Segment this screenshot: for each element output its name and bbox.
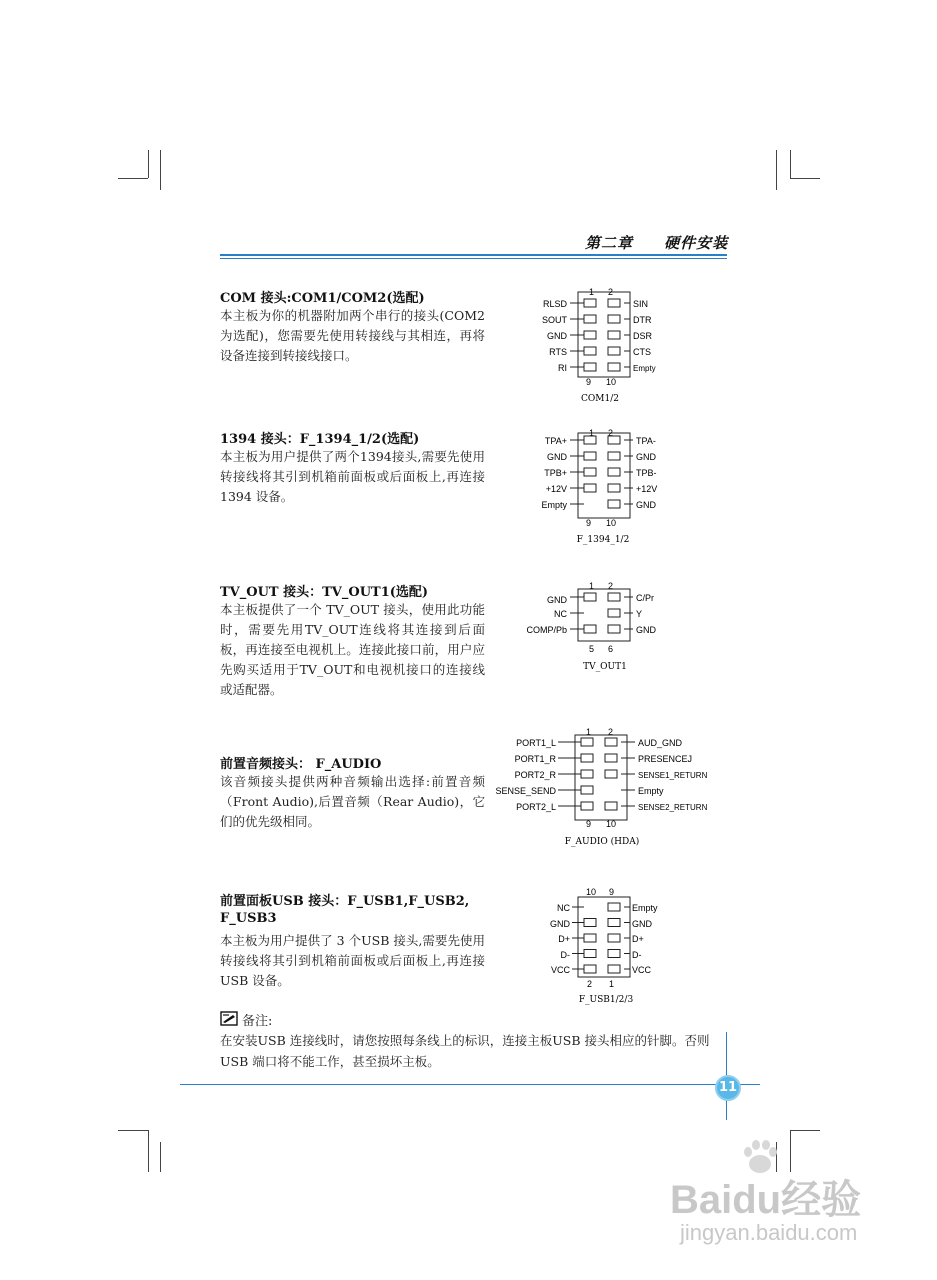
pin-label: GND bbox=[547, 452, 567, 462]
pin-box bbox=[584, 593, 596, 601]
crop-mark bbox=[790, 1130, 820, 1131]
pin-label: DTR bbox=[633, 315, 652, 325]
pin-box bbox=[605, 802, 617, 810]
pin-label: NC bbox=[554, 609, 567, 619]
pin-label: PORT2_R bbox=[514, 770, 556, 780]
pin-box bbox=[605, 738, 617, 746]
section-body-tvout: 本主板提供了一个 TV_OUT 接头，使用此功能时，需要先用TV_OUT连线将其连接到后面板，再连接至电视机上。连接此接口前，用户应先购买适用于TV_OUT和电视机接口的连接线或适配器。 bbox=[220, 602, 485, 697]
pin-label: +12V bbox=[545, 484, 567, 494]
section-body-com: 本主板为你的机器附加两个串行的接头(COM2 为选配)，您需要先使用转接线与其相连，再将设备连接到转接线接口。 bbox=[220, 308, 485, 363]
crop-mark bbox=[148, 1130, 149, 1172]
pin-box bbox=[608, 609, 620, 617]
pin-box bbox=[584, 950, 596, 958]
pin-label: GND bbox=[632, 919, 652, 929]
crop-mark bbox=[148, 150, 149, 178]
section-title-com: COM 接头:COM1/COM2(选配) bbox=[220, 291, 425, 306]
pin-label: CTS bbox=[633, 347, 651, 357]
pin-label: GND bbox=[547, 595, 567, 605]
pin-label: NC bbox=[557, 903, 570, 913]
pin-box bbox=[584, 315, 596, 323]
top-number: 1 bbox=[589, 428, 595, 438]
note-label: 备注: bbox=[242, 1014, 273, 1029]
pin-box bbox=[608, 950, 620, 958]
pin-box bbox=[608, 919, 620, 927]
pin-label: AUD_GND bbox=[638, 738, 683, 748]
pin-label: GND bbox=[636, 625, 656, 635]
page-number: 11 bbox=[715, 1075, 741, 1101]
pin-box bbox=[608, 484, 620, 492]
pin-label: RI bbox=[558, 363, 567, 373]
pin-box bbox=[581, 738, 593, 746]
note-icon bbox=[220, 1011, 238, 1026]
pin-box bbox=[584, 484, 596, 492]
com-header-diagram bbox=[520, 282, 680, 407]
pin-label: TPB- bbox=[636, 468, 657, 478]
pin-box bbox=[605, 770, 617, 778]
bottom-number: 2 bbox=[587, 979, 593, 989]
chapter-title: 硬件安装 bbox=[664, 234, 729, 252]
pin-grid bbox=[570, 589, 633, 641]
pin-label: RTS bbox=[549, 347, 567, 357]
bottom-number: 5 bbox=[589, 644, 595, 654]
crop-mark bbox=[776, 150, 777, 190]
bottom-number: 6 bbox=[608, 644, 614, 654]
pin-grid bbox=[570, 433, 633, 518]
section-body-audio: 该音频接头提供两种音频输出选择:前置音频（Front Audio),后置音频（Rear Audio)，它们的优先级相同。 bbox=[220, 774, 485, 829]
pin-label: D+ bbox=[632, 934, 644, 944]
pin-label: DSR bbox=[633, 331, 653, 341]
pin-label: GND bbox=[547, 331, 567, 341]
bottom-number: 10 bbox=[606, 819, 617, 829]
pin-label: GND bbox=[636, 500, 656, 510]
pin-box bbox=[608, 299, 620, 307]
pin-box bbox=[608, 468, 620, 476]
crop-mark bbox=[118, 1130, 148, 1131]
pin-box bbox=[608, 331, 620, 339]
bottom-number: 9 bbox=[586, 377, 592, 387]
pin-label: Empty bbox=[633, 364, 656, 373]
pin-label: Empty bbox=[541, 500, 567, 510]
pin-grid bbox=[572, 897, 630, 977]
crop-mark bbox=[790, 1130, 791, 1172]
pin-label: SENSE2_RETURN bbox=[638, 803, 708, 812]
pin-label: PORT1_L bbox=[516, 738, 556, 748]
pin-box bbox=[608, 903, 620, 911]
pin-box bbox=[584, 965, 596, 973]
1394-header-diagram bbox=[520, 423, 680, 548]
diagram-caption: COM1/2 bbox=[581, 394, 619, 404]
pin-label: PORT2_L bbox=[516, 802, 556, 812]
audio-header-diagram bbox=[490, 723, 720, 848]
pin-label: SIN bbox=[633, 299, 649, 309]
pin-box bbox=[581, 770, 593, 778]
section-title-usb-line2: F_USB3 bbox=[220, 911, 277, 926]
top-number: 10 bbox=[586, 887, 597, 897]
section-title-audio: 前置音频接头： F_AUDIO bbox=[220, 757, 382, 772]
diagram-caption: F_USB1/2/3 bbox=[578, 995, 634, 1005]
pin-label: RLSD bbox=[542, 299, 567, 309]
bottom-number: 10 bbox=[606, 518, 617, 528]
section-title-tvout: TV_OUT 接头：TV_OUT1(选配) bbox=[220, 585, 429, 600]
pin-box bbox=[584, 919, 596, 927]
crop-mark bbox=[790, 178, 820, 179]
top-number: 2 bbox=[608, 287, 614, 297]
diagram-caption: F_1394_1/2 bbox=[576, 535, 630, 545]
pin-box bbox=[584, 625, 596, 633]
pin-label: D- bbox=[632, 950, 642, 960]
pin-box bbox=[605, 754, 617, 762]
bottom-number: 9 bbox=[586, 819, 592, 829]
pin-box bbox=[608, 315, 620, 323]
pin-grid bbox=[558, 735, 635, 820]
watermark-brand: Baidu经验 bbox=[670, 1178, 862, 1222]
chapter-label: 第二章 bbox=[585, 234, 634, 252]
pin-label: TPA- bbox=[636, 436, 656, 446]
pin-label: D- bbox=[560, 950, 570, 960]
pin-label: PRESENCEJ bbox=[638, 754, 693, 764]
crop-mark bbox=[118, 178, 148, 179]
pin-box bbox=[584, 934, 596, 942]
pin-box bbox=[584, 299, 596, 307]
pin-label: VCC bbox=[632, 965, 652, 975]
top-number: 1 bbox=[589, 287, 595, 297]
pin-box bbox=[581, 786, 593, 794]
top-number: 2 bbox=[608, 428, 614, 438]
pin-box bbox=[581, 802, 593, 810]
pin-box bbox=[608, 593, 620, 601]
pin-label: VCC bbox=[550, 965, 570, 975]
top-number: 2 bbox=[608, 727, 614, 737]
pin-box bbox=[608, 347, 620, 355]
pin-box bbox=[584, 452, 596, 460]
diagram-caption: F_AUDIO (HDA) bbox=[564, 837, 640, 847]
pin-label: PORT1_R bbox=[514, 754, 556, 764]
pin-box bbox=[608, 625, 620, 633]
bottom-number: 1 bbox=[609, 979, 615, 989]
usb-header-diagram bbox=[520, 883, 680, 1008]
pin-label: TPA+ bbox=[544, 436, 567, 446]
pin-box bbox=[581, 754, 593, 762]
pin-label: C/Pr bbox=[636, 593, 654, 603]
bottom-number: 10 bbox=[606, 377, 617, 387]
pin-label: SENSE_SEND bbox=[495, 786, 556, 796]
bottom-number: 9 bbox=[586, 518, 592, 528]
pin-label: SENSE1_RETURN bbox=[638, 771, 708, 780]
pin-label: Empty bbox=[638, 786, 664, 796]
pin-grid bbox=[570, 292, 630, 377]
pin-label: SOUT bbox=[541, 315, 567, 325]
tvout-header-diagram bbox=[520, 577, 680, 672]
header-rule bbox=[220, 254, 727, 256]
pin-box bbox=[584, 468, 596, 476]
pin-label: GND bbox=[550, 919, 570, 929]
pin-box bbox=[608, 934, 620, 942]
pin-box bbox=[608, 500, 620, 508]
pin-label: Y bbox=[636, 609, 643, 619]
pin-label: Empty bbox=[632, 903, 658, 913]
crop-mark bbox=[160, 1142, 161, 1172]
section-body-usb: 本主板为用户提供了 3 个USB 接头,需要先使用转接线将其引到机箱前面板或后面板上,再连接USB 设备。 bbox=[220, 933, 485, 988]
watermark-url: jingyan.baidu.com bbox=[680, 1220, 858, 1245]
section-title-1394: 1394 接头：F_1394_1/2(选配) bbox=[220, 432, 420, 447]
top-number: 9 bbox=[609, 887, 615, 897]
pin-label: COMP/Pb bbox=[526, 625, 567, 635]
section-body-1394: 本主板为用户提供了两个1394接头,需要先使用转接线将其引到机箱前面板或后面板上,再连接 1394 设备。 bbox=[220, 449, 485, 504]
note-body: 在安装USB 连接线时，请您按照每条线上的标识，连接主板USB 接头相应的针脚。否则USB 端口将不能工作，甚至损坏主板。 bbox=[220, 1033, 710, 1069]
top-number: 2 bbox=[608, 581, 614, 591]
pin-label: TPB+ bbox=[544, 468, 567, 478]
top-number: 1 bbox=[586, 727, 592, 737]
diagram-caption: TV_OUT1 bbox=[583, 662, 627, 672]
crop-mark bbox=[790, 150, 791, 178]
crop-mark bbox=[160, 150, 161, 190]
pin-label: GND bbox=[636, 452, 656, 462]
header-rule-thin bbox=[220, 258, 727, 259]
pin-box bbox=[608, 452, 620, 460]
pin-box bbox=[608, 363, 620, 371]
pin-box bbox=[584, 331, 596, 339]
section-title-usb: 前置面板USB 接头：F_USB1,F_USB2, bbox=[220, 894, 470, 909]
pin-label: +12V bbox=[636, 484, 658, 494]
pin-label: D+ bbox=[558, 934, 570, 944]
top-number: 1 bbox=[589, 581, 595, 591]
page-header bbox=[585, 232, 728, 253]
pin-box bbox=[584, 347, 596, 355]
footer-rule bbox=[180, 1084, 760, 1085]
pin-box bbox=[608, 965, 620, 973]
pin-box bbox=[584, 363, 596, 371]
